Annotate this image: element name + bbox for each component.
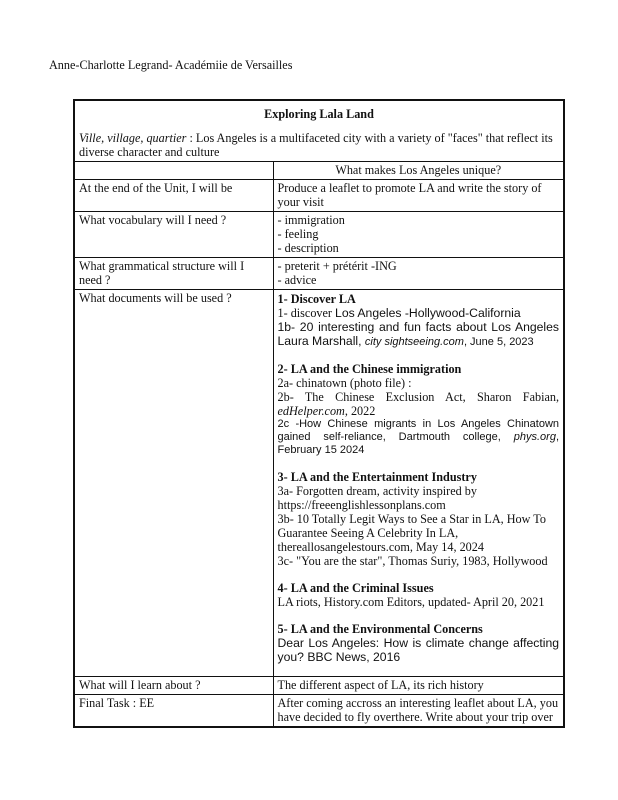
document-section-3 (278, 470, 560, 568)
section-heading: 1- Discover LA (277, 292, 356, 306)
section-heading: 3- LA and the Entertainment Industry (277, 470, 477, 484)
row-label: Final Task : EE (74, 695, 273, 728)
section-heading: 2- LA and the Chinese immigration (277, 362, 462, 376)
item-title: 2b- The Chinese Exclusion Act, Sharon Fabian, (277, 390, 560, 404)
table-row (74, 695, 564, 728)
document-section-4 (278, 581, 560, 609)
item-source: phys.org (513, 431, 556, 443)
document-section-2 (278, 362, 560, 457)
grammar-item: - preterit + prétérit -ING (277, 259, 397, 273)
document-item (278, 320, 560, 349)
document-section-5 (278, 622, 560, 664)
column-header: What makes Los Angeles unique? (273, 162, 564, 180)
table-row (74, 180, 564, 212)
table-row (74, 212, 564, 258)
vocabulary-item: - description (277, 241, 339, 255)
vocabulary-item: - feeling (277, 227, 319, 241)
header-empty-cell (74, 162, 273, 180)
title-row (74, 100, 564, 162)
intro-theme: Ville, village, quartier (79, 131, 187, 145)
section-heading: 5- LA and the Environmental Concerns (277, 622, 483, 636)
document-item: LA riots, History.com Editors, updated- April 20, 2021 (277, 595, 545, 609)
row-label: What documents will be used ? (74, 290, 273, 677)
document-item: 3a- Forgotten dream, activity inspired by https://freeenglishlessonplans.com (277, 484, 477, 512)
item-date: , February 15 2024 (277, 431, 560, 456)
intro-text: : Los Angeles is a multifaceted city with a variety of "faces" that reflect its diverse character and culture (79, 131, 553, 159)
item-title: 1b- 20 interesting and fun facts about Los Angeles Laura Marshall, (277, 320, 560, 348)
author-line: Anne-Charlotte Legrand- Académiie de Versailles (49, 58, 293, 72)
header-row (74, 162, 564, 180)
title-cell (74, 100, 564, 162)
row-label: What grammatical structure will I need ? (74, 258, 273, 290)
item-date: , June 5, 2023 (463, 336, 534, 348)
document-item: 2a- chinatown (photo file) : (277, 376, 412, 390)
document-item: Dear Los Angeles: How is climate change affecting you? BBC News, 2016 (277, 636, 560, 664)
unit-title: Exploring Lala Land (264, 107, 374, 121)
document-item: 3b- 10 Totally Legit Ways to See a Star in LA, How To Guarantee Seeing A Celebrity In LA, thereallosangelestours.com, May 14, 2024 (277, 512, 546, 554)
item-title: Los Angeles -Hollywood-California (335, 306, 521, 320)
document-item (278, 390, 560, 418)
item-source: city sightseeing.com (364, 336, 464, 348)
item-title: 2c -How Chinese migrants in Los Angeles Chinatown gained self-reliance, Dartmouth college, (277, 418, 560, 443)
row-label: What will I learn about ? (74, 677, 273, 695)
row-value (273, 258, 564, 290)
item-source: edHelper.com (277, 404, 345, 418)
document-item (278, 418, 560, 457)
section-heading: 4- LA and the Criminal Issues (277, 581, 434, 595)
vocabulary-item: - immigration (277, 213, 345, 227)
item-prefix: 1- discover (277, 306, 336, 320)
row-label: At the end of the Unit, I will be (74, 180, 273, 212)
row-value: After coming accross an interesting leaflet about LA, you have decided to fly overthere. Write about your trip over (273, 695, 564, 728)
unit-plan-table (73, 99, 565, 728)
row-value (273, 212, 564, 258)
row-label: What vocabulary will I need ? (74, 212, 273, 258)
document-item (278, 306, 560, 320)
documents-list (273, 290, 564, 677)
document-section-1 (278, 292, 560, 349)
unit-intro (79, 131, 559, 159)
table-row (74, 258, 564, 290)
grammar-item: - advice (277, 273, 317, 287)
item-date: , 2022 (344, 404, 376, 418)
document-item: 3c- "You are the star", Thomas Suriy, 1983, Hollywood (277, 554, 548, 568)
table-row (74, 677, 564, 695)
row-value: Produce a leaflet to promote LA and write the story of your visit (273, 180, 564, 212)
table-row (74, 290, 564, 677)
row-value: The different aspect of LA, its rich history (273, 677, 564, 695)
